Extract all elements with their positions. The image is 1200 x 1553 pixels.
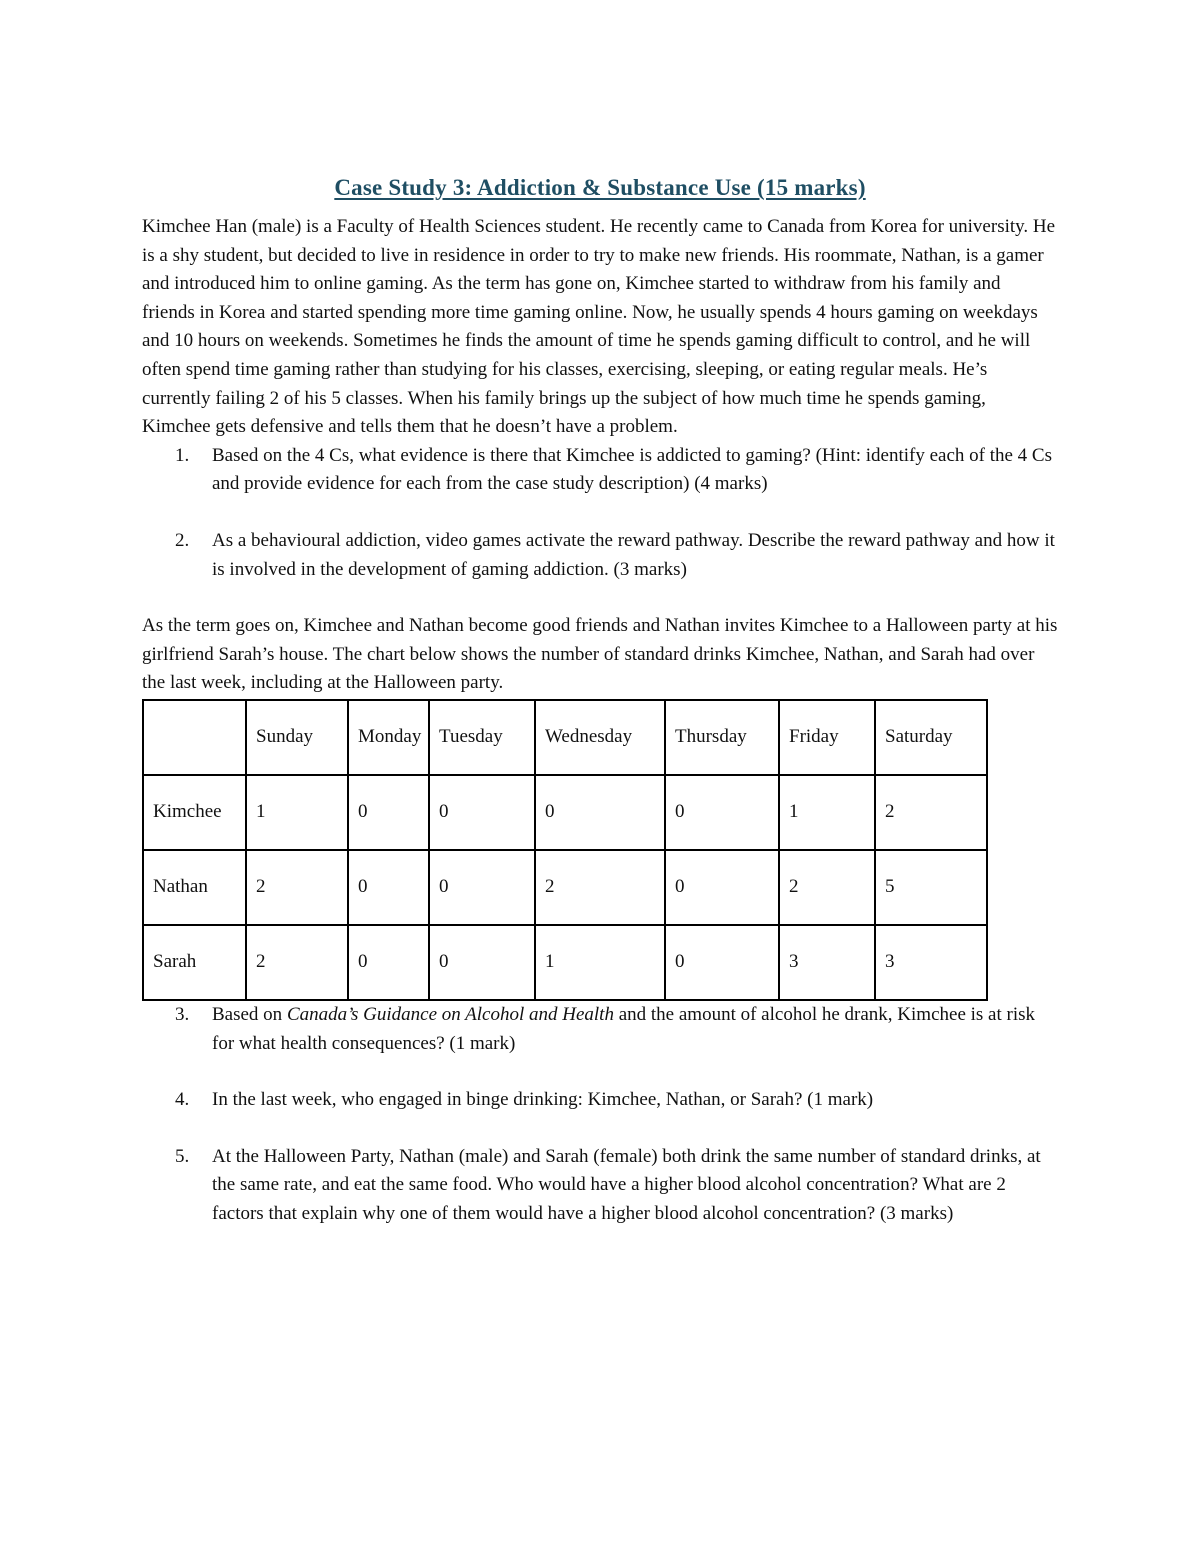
table-cell: Kimchee: [143, 775, 246, 850]
table-cell: 3: [779, 925, 875, 1000]
table-cell: 2: [246, 850, 348, 925]
table-cell: Nathan: [143, 850, 246, 925]
table-cell: 2: [246, 925, 348, 1000]
table-cell: 0: [665, 925, 779, 1000]
question-text: In the last week, who engaged in binge drinking: Kimchee, Nathan, or Sarah? (1 mark): [212, 1089, 874, 1111]
question-number: 5.: [175, 1145, 190, 1167]
page-content: [142, 175, 1058, 1228]
question-1: [142, 442, 1058, 499]
question-list-part2: [142, 1001, 1058, 1229]
table-header-cell: Wednesday: [535, 700, 665, 775]
table-cell: 1: [246, 775, 348, 850]
question-text: As a behavioural addiction, video games activate the reward pathway. Describe the reward pathway and how it is involved in the development of gaming addiction. (3 marks): [212, 529, 1055, 580]
question-number: 2.: [175, 529, 190, 551]
question-text-prefix: Based on: [212, 1003, 287, 1025]
question-3: [142, 1001, 1058, 1058]
table-header-row: [143, 700, 987, 775]
table-cell: 0: [348, 850, 429, 925]
question-2: [142, 527, 1058, 584]
table-header-cell: Thursday: [665, 700, 779, 775]
question-text: At the Halloween Party, Nathan (male) and Sarah (female) both drink the same number of standard drinks, at the same rate, and eat the same food. Who would have a higher blood alcohol concentration? What are 2 factors that explain why one of them would have a higher blood alcohol concentration? (3 marks): [212, 1145, 1041, 1224]
table-cell: 0: [348, 925, 429, 1000]
table-header-cell: [143, 700, 246, 775]
guidance-title: Canada’s Guidance on Alcohol and Health: [286, 1003, 614, 1025]
table-header-cell: Tuesday: [429, 700, 535, 775]
intro-paragraph: Kimchee Han (male) is a Faculty of Health Sciences student. He recently came to Canada from Korea for university. He is a shy student, but decided to live in residence in order to try to make new friends. His roommate, Nathan, is a gamer and introduced him to online gaming. As the term has gone on, Kimchee started to withdraw from his family and friends in Korea and started spending more time gaming online. Now, he usually spends 4 hours gaming on weekdays and 10 hours on weekends. Sometimes he finds the amount of time he spends gaming difficult to control, and he will often spend time gaming rather than studying for his classes, exercising, sleeping, or eating regular meals. He’s currently failing 2 of his 5 classes. When his family brings up the subject of how much time he spends gaming, Kimchee gets defensive and tells them that he doesn’t have a problem.: [142, 216, 1056, 438]
second-paragraph: As the term goes on, Kimchee and Nathan become good friends and Nathan invites Kimchee to a Halloween party at his girlfriend Sarah’s house. The chart below shows the number of standard drinks Kimchee, Nathan, and Sarah had over the last week, including at the Halloween party.: [142, 615, 1058, 694]
table-cell: 0: [429, 925, 535, 1000]
table-header-cell: Friday: [779, 700, 875, 775]
table-cell: 5: [875, 850, 987, 925]
table-header-cell: Saturday: [875, 700, 987, 775]
table-cell: 0: [429, 775, 535, 850]
question-text-suffix: and the amount of alcohol he drank, Kimchee is at risk for what health consequences? (1 mark): [212, 1003, 1036, 1054]
table-cell: 2: [875, 775, 987, 850]
question-number: 1.: [175, 444, 190, 466]
table-cell: 1: [779, 775, 875, 850]
table-header-cell: Sunday: [246, 700, 348, 775]
question-number: 4.: [175, 1089, 190, 1111]
question-list-part1: [142, 442, 1058, 584]
table-cell: 0: [535, 775, 665, 850]
table-cell: 3: [875, 925, 987, 1000]
table-row: [143, 775, 987, 850]
table-cell: 2: [779, 850, 875, 925]
table-cell: Sarah: [143, 925, 246, 1000]
question-text: Based on the 4 Cs, what evidence is there that Kimchee is addicted to gaming? (Hint: identify each of the 4 Cs and provide evidence for each from the case study description) (4 marks): [212, 444, 1052, 495]
question-number: 3.: [175, 1003, 190, 1025]
page-title: Case Study 3: Addiction & Substance Use (15 marks): [334, 175, 866, 200]
table-header-cell: Monday: [348, 700, 429, 775]
table-row: [143, 925, 987, 1000]
table-row: [143, 850, 987, 925]
table-cell: 0: [429, 850, 535, 925]
table-cell: 0: [665, 850, 779, 925]
question-5: [142, 1143, 1058, 1229]
question-4: [142, 1086, 1058, 1115]
table-cell: 2: [535, 850, 665, 925]
drinks-table: [142, 699, 988, 1001]
table-cell: 0: [348, 775, 429, 850]
table-cell: 0: [665, 775, 779, 850]
table-cell: 1: [535, 925, 665, 1000]
